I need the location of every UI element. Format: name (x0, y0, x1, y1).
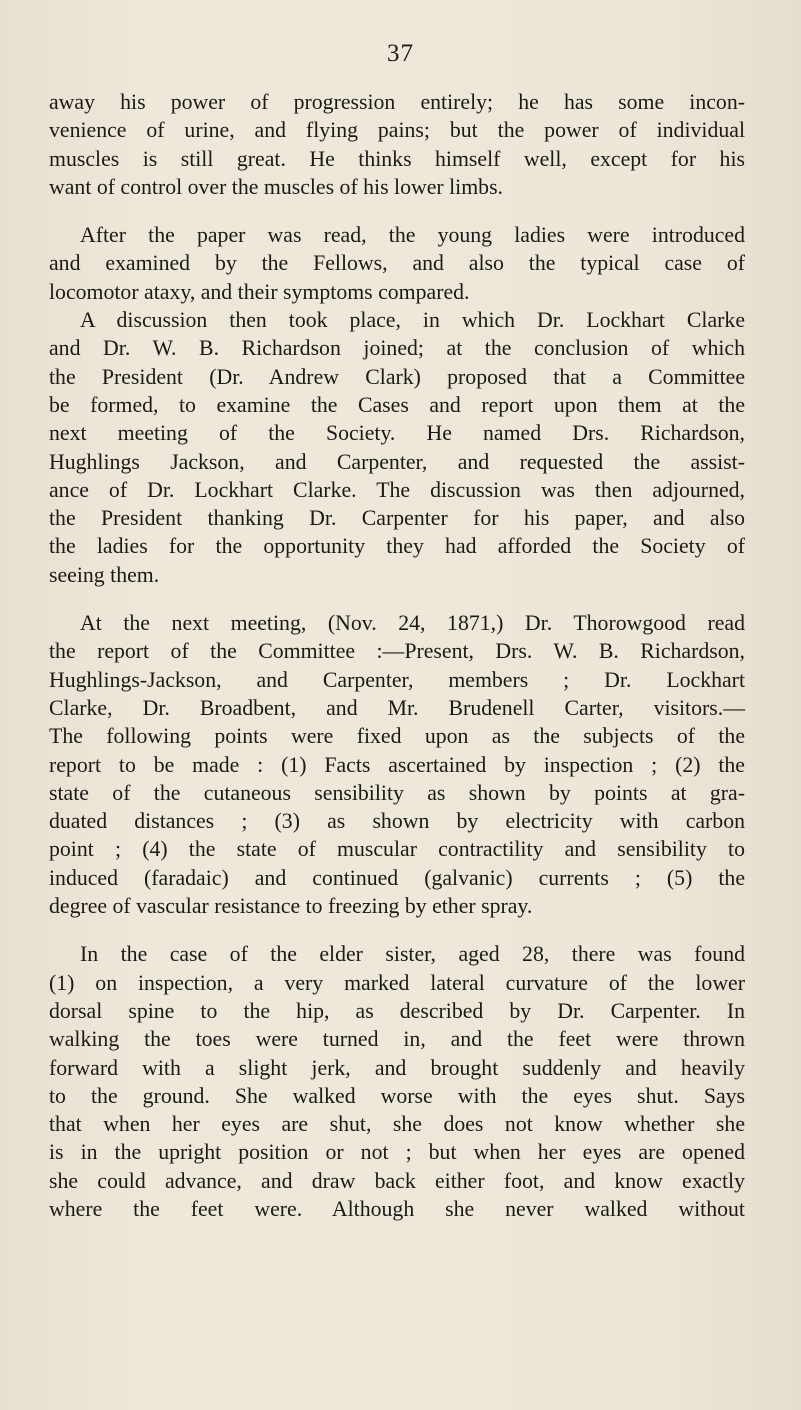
text-line: induced (faradaic) and continued (galvanic) currents ; (5) the (49, 865, 745, 890)
paragraph (49, 306, 745, 589)
text-line: and examined by the Fellows, and also the typical case of (49, 251, 745, 276)
text-line: next meeting of the Society. He named Drs. Richardson, (49, 421, 745, 446)
paragraph-gap (49, 201, 745, 221)
text-line: the ladies for the opportunity they had afforded the Society of (49, 534, 745, 559)
text-line: In the case of the elder sister, aged 28, there was found (80, 942, 745, 967)
text-line: Clarke, Dr. Broadbent, and Mr. Brudenell Carter, visitors.— (49, 695, 745, 720)
text-line: venience of urine, and flying pains; but the power of individual (49, 118, 745, 143)
text-line: away his power of progression entirely; he has some incon- (49, 90, 745, 114)
text-line: the report of the Committee :—Present, Drs. W. B. Richardson, (49, 639, 745, 664)
text-line: dorsal spine to the hip, as described by Dr. Carpenter. In (49, 998, 745, 1023)
paragraph (49, 609, 745, 920)
text-line: locomotor ataxy, and their symptoms compared. (49, 279, 470, 304)
text-line: The following points were fixed upon as the subjects of the (49, 724, 745, 749)
text-line: walking the toes were turned in, and the feet were thrown (49, 1027, 745, 1052)
page-number: 37 (387, 40, 414, 67)
text-line: duated distances ; (3) as shown by electricity with carbon (49, 809, 745, 834)
text-line: seeing them. (49, 562, 160, 587)
text-line: (1) on inspection, a very marked lateral curvature of the lower (49, 970, 745, 995)
paragraph (49, 940, 745, 1223)
text-line: degree of vascular resistance to freezing by ether spray. (49, 894, 533, 919)
text-line: where the feet were. Although she never walked without (49, 1196, 745, 1221)
text-line: Hughlings Jackson, and Carpenter, and requested the assist- (49, 449, 745, 474)
text-line: report to be made : (1) Facts ascertained by inspection ; (2) the (49, 752, 745, 777)
text-line: that when her eyes are shut, she does not know whether she (49, 1112, 745, 1137)
text-line: want of control over the muscles of his lower limbs. (49, 174, 504, 199)
text-line: she could advance, and draw back either foot, and know exactly (49, 1168, 745, 1193)
text-line: Hughlings-Jackson, and Carpenter, members ; Dr. Lockhart (49, 667, 745, 692)
text-line: the President thanking Dr. Carpenter for his paper, and also (49, 506, 745, 531)
text-line: the President (Dr. Andrew Clark) proposed that a Committee (49, 364, 745, 389)
paragraph (49, 221, 745, 306)
paragraph-gap (49, 920, 745, 940)
paragraph-gap (49, 589, 745, 609)
text-line: After the paper was read, the young ladies were introduced (80, 223, 745, 248)
text-line: A discussion then took place, in which Dr. Lockhart Clarke (80, 308, 745, 333)
text-line: muscles is still great. He thinks himself well, except for his (49, 146, 745, 171)
text-line: is in the upright position or not ; but when her eyes are opened (49, 1140, 745, 1165)
body-text (49, 88, 745, 1223)
text-line: forward with a slight jerk, and brought suddenly and heavily (49, 1055, 745, 1080)
text-line: point ; (4) the state of muscular contractility and sensibility to (49, 837, 745, 862)
text-line: ance of Dr. Lockhart Clarke. The discussion was then adjourned, (49, 477, 745, 502)
text-line: state of the cutaneous sensibility as shown by points at gra- (49, 780, 745, 805)
text-line: to the ground. She walked worse with the eyes shut. Says (49, 1083, 745, 1108)
text-line: and Dr. W. B. Richardson joined; at the conclusion of which (49, 336, 745, 361)
text-line: be formed, to examine the Cases and report upon them at the (49, 392, 745, 417)
text-line: At the next meeting, (Nov. 24, 1871,) Dr. Thorowgood read (80, 611, 745, 636)
paragraph (49, 88, 745, 201)
